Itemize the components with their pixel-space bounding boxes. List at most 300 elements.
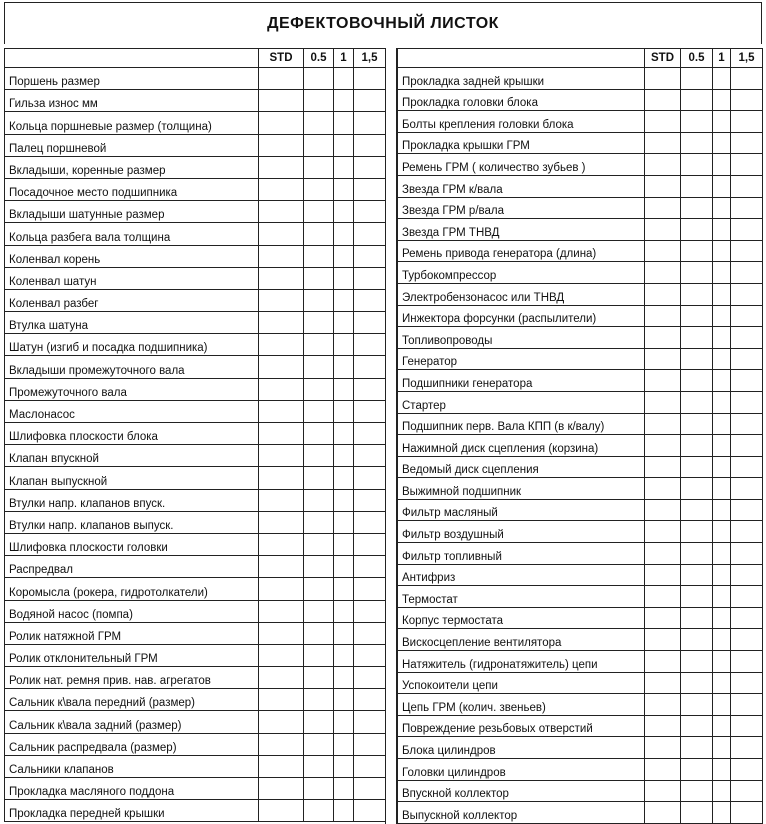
right-cell-std[interactable] — [645, 391, 681, 413]
right-cell-05[interactable] — [681, 370, 713, 392]
right-cell-std[interactable] — [645, 478, 681, 500]
right-cell-std[interactable] — [645, 175, 681, 197]
right-cell-15[interactable] — [731, 586, 763, 608]
right-cell-std[interactable] — [645, 197, 681, 219]
left-cell-std[interactable] — [259, 267, 304, 289]
right-cell-15[interactable] — [731, 219, 763, 241]
left-cell-05[interactable] — [304, 755, 334, 777]
right-cell-1[interactable] — [713, 391, 731, 413]
right-cell-std[interactable] — [645, 586, 681, 608]
right-cell-15[interactable] — [731, 780, 763, 802]
left-cell-std[interactable] — [259, 356, 304, 378]
right-cell-1[interactable] — [713, 672, 731, 694]
left-cell-15[interactable] — [354, 134, 386, 156]
left-cell-1[interactable] — [334, 711, 354, 733]
right-cell-std[interactable] — [645, 651, 681, 673]
left-cell-15[interactable] — [354, 556, 386, 578]
right-cell-05[interactable] — [681, 391, 713, 413]
left-cell-1[interactable] — [334, 312, 354, 334]
left-cell-std[interactable] — [259, 423, 304, 445]
right-cell-std[interactable] — [645, 68, 681, 90]
left-cell-1[interactable] — [334, 511, 354, 533]
right-item-label: Выпускной коллектор — [398, 802, 645, 824]
left-cell-05[interactable] — [304, 223, 334, 245]
right-cell-std[interactable] — [645, 802, 681, 824]
left-cell-05[interactable] — [304, 533, 334, 555]
left-cell-1[interactable] — [334, 600, 354, 622]
left-cell-std[interactable] — [259, 511, 304, 533]
left-cell-std[interactable] — [259, 312, 304, 334]
left-cell-1[interactable] — [334, 134, 354, 156]
left-table-row — [5, 644, 386, 666]
left-cell-05[interactable] — [304, 778, 334, 800]
left-cell-1[interactable] — [334, 156, 354, 178]
right-cell-1[interactable] — [713, 607, 731, 629]
right-item-label: Успокоители цепи — [398, 672, 645, 694]
left-cell-15[interactable] — [354, 356, 386, 378]
right-table-row — [398, 197, 763, 219]
right-cell-std[interactable] — [645, 672, 681, 694]
right-cell-05[interactable] — [681, 802, 713, 824]
right-header-std: STD — [645, 49, 681, 68]
left-cell-1[interactable] — [334, 800, 354, 822]
left-cell-std[interactable] — [259, 178, 304, 200]
right-cell-15[interactable] — [731, 283, 763, 305]
left-cell-1[interactable] — [334, 667, 354, 689]
right-cell-std[interactable] — [645, 132, 681, 154]
right-cell-05[interactable] — [681, 521, 713, 543]
left-cell-05[interactable] — [304, 378, 334, 400]
left-cell-05[interactable] — [304, 356, 334, 378]
left-cell-std[interactable] — [259, 68, 304, 90]
left-cell-05[interactable] — [304, 312, 334, 334]
right-cell-15[interactable] — [731, 564, 763, 586]
left-cell-15[interactable] — [354, 400, 386, 422]
left-cell-1[interactable] — [334, 778, 354, 800]
right-cell-15[interactable] — [731, 651, 763, 673]
left-cell-05[interactable] — [304, 467, 334, 489]
right-cell-05[interactable] — [681, 348, 713, 370]
right-cell-05[interactable] — [681, 586, 713, 608]
right-cell-1[interactable] — [713, 780, 731, 802]
right-cell-05[interactable] — [681, 629, 713, 651]
left-cell-05[interactable] — [304, 578, 334, 600]
left-cell-05[interactable] — [304, 68, 334, 90]
right-cell-1[interactable] — [713, 327, 731, 349]
left-cell-1[interactable] — [334, 90, 354, 112]
left-cell-15[interactable] — [354, 267, 386, 289]
right-cell-15[interactable] — [731, 478, 763, 500]
right-cell-05[interactable] — [681, 737, 713, 759]
right-cell-1[interactable] — [713, 802, 731, 824]
right-cell-15[interactable] — [731, 672, 763, 694]
left-cell-15[interactable] — [354, 423, 386, 445]
left-cell-15[interactable] — [354, 511, 386, 533]
right-header-row — [398, 49, 763, 68]
left-cell-15[interactable] — [354, 378, 386, 400]
left-cell-std[interactable] — [259, 733, 304, 755]
left-cell-15[interactable] — [354, 90, 386, 112]
right-cell-1[interactable] — [713, 564, 731, 586]
right-cell-05[interactable] — [681, 759, 713, 781]
right-cell-1[interactable] — [713, 543, 731, 565]
left-cell-std[interactable] — [259, 289, 304, 311]
left-cell-05[interactable] — [304, 511, 334, 533]
right-cell-std[interactable] — [645, 262, 681, 284]
right-cell-std[interactable] — [645, 348, 681, 370]
left-cell-1[interactable] — [334, 289, 354, 311]
left-cell-std[interactable] — [259, 378, 304, 400]
right-cell-std[interactable] — [645, 759, 681, 781]
left-cell-15[interactable] — [354, 112, 386, 134]
right-cell-std[interactable] — [645, 370, 681, 392]
right-cell-1[interactable] — [713, 694, 731, 716]
left-table-row — [5, 400, 386, 422]
left-cell-15[interactable] — [354, 689, 386, 711]
left-cell-05[interactable] — [304, 622, 334, 644]
right-cell-15[interactable] — [731, 543, 763, 565]
left-cell-15[interactable] — [354, 600, 386, 622]
left-cell-1[interactable] — [334, 644, 354, 666]
left-cell-05[interactable] — [304, 489, 334, 511]
right-cell-05[interactable] — [681, 89, 713, 111]
right-cell-1[interactable] — [713, 283, 731, 305]
right-item-label: Подшипник перв. Вала КПП (в к/валу) — [398, 413, 645, 435]
right-cell-1[interactable] — [713, 154, 731, 176]
right-cell-1[interactable] — [713, 499, 731, 521]
right-cell-05[interactable] — [681, 219, 713, 241]
right-cell-15[interactable] — [731, 197, 763, 219]
right-cell-05[interactable] — [681, 715, 713, 737]
left-cell-1[interactable] — [334, 356, 354, 378]
right-cell-1[interactable] — [713, 305, 731, 327]
right-cell-05[interactable] — [681, 651, 713, 673]
right-cell-05[interactable] — [681, 175, 713, 197]
right-cell-15[interactable] — [731, 499, 763, 521]
left-cell-05[interactable] — [304, 445, 334, 467]
right-cell-05[interactable] — [681, 478, 713, 500]
right-item-label: Турбокомпрессор — [398, 262, 645, 284]
right-cell-05[interactable] — [681, 262, 713, 284]
right-cell-std[interactable] — [645, 629, 681, 651]
right-cell-std[interactable] — [645, 543, 681, 565]
right-cell-15[interactable] — [731, 802, 763, 824]
left-cell-05[interactable] — [304, 644, 334, 666]
left-cell-05[interactable] — [304, 90, 334, 112]
right-cell-1[interactable] — [713, 737, 731, 759]
right-cell-15[interactable] — [731, 759, 763, 781]
left-cell-05[interactable] — [304, 556, 334, 578]
left-cell-15[interactable] — [354, 334, 386, 356]
right-cell-15[interactable] — [731, 262, 763, 284]
left-cell-std[interactable] — [259, 201, 304, 223]
right-cell-1[interactable] — [713, 68, 731, 90]
left-cell-1[interactable] — [334, 334, 354, 356]
right-cell-1[interactable] — [713, 586, 731, 608]
left-cell-1[interactable] — [334, 423, 354, 445]
right-cell-1[interactable] — [713, 435, 731, 457]
left-cell-05[interactable] — [304, 201, 334, 223]
left-cell-std[interactable] — [259, 156, 304, 178]
right-cell-15[interactable] — [731, 435, 763, 457]
left-cell-std[interactable] — [259, 711, 304, 733]
left-cell-std[interactable] — [259, 600, 304, 622]
right-cell-05[interactable] — [681, 499, 713, 521]
left-cell-15[interactable] — [354, 223, 386, 245]
right-cell-05[interactable] — [681, 694, 713, 716]
right-cell-15[interactable] — [731, 521, 763, 543]
right-cell-1[interactable] — [713, 370, 731, 392]
left-cell-1[interactable] — [334, 178, 354, 200]
left-cell-std[interactable] — [259, 689, 304, 711]
right-item-label: Термостат — [398, 586, 645, 608]
left-cell-1[interactable] — [334, 201, 354, 223]
left-cell-05[interactable] — [304, 178, 334, 200]
right-cell-05[interactable] — [681, 197, 713, 219]
right-cell-1[interactable] — [713, 262, 731, 284]
right-cell-05[interactable] — [681, 543, 713, 565]
right-cell-05[interactable] — [681, 456, 713, 478]
left-cell-1[interactable] — [334, 245, 354, 267]
left-cell-std[interactable] — [259, 445, 304, 467]
right-cell-std[interactable] — [645, 607, 681, 629]
left-cell-15[interactable] — [354, 68, 386, 90]
right-cell-1[interactable] — [713, 456, 731, 478]
right-cell-05[interactable] — [681, 132, 713, 154]
right-cell-15[interactable] — [731, 370, 763, 392]
left-cell-05[interactable] — [304, 112, 334, 134]
left-header-row — [5, 49, 386, 68]
right-cell-15[interactable] — [731, 348, 763, 370]
left-cell-std[interactable] — [259, 90, 304, 112]
right-cell-1[interactable] — [713, 413, 731, 435]
right-cell-std[interactable] — [645, 89, 681, 111]
left-cell-05[interactable] — [304, 800, 334, 822]
left-cell-std[interactable] — [259, 644, 304, 666]
left-cell-15[interactable] — [354, 644, 386, 666]
right-cell-std[interactable] — [645, 413, 681, 435]
right-cell-15[interactable] — [731, 154, 763, 176]
left-cell-std[interactable] — [259, 556, 304, 578]
left-cell-std[interactable] — [259, 533, 304, 555]
left-cell-15[interactable] — [354, 778, 386, 800]
right-cell-05[interactable] — [681, 327, 713, 349]
right-table-row — [398, 175, 763, 197]
left-cell-std[interactable] — [259, 622, 304, 644]
right-cell-std[interactable] — [645, 694, 681, 716]
left-cell-1[interactable] — [334, 68, 354, 90]
right-cell-std[interactable] — [645, 499, 681, 521]
left-cell-1[interactable] — [334, 267, 354, 289]
right-cell-05[interactable] — [681, 305, 713, 327]
left-item-label: Коленвал шатун — [5, 267, 259, 289]
left-cell-05[interactable] — [304, 423, 334, 445]
right-cell-1[interactable] — [713, 219, 731, 241]
left-cell-1[interactable] — [334, 112, 354, 134]
left-cell-15[interactable] — [354, 445, 386, 467]
right-cell-std[interactable] — [645, 564, 681, 586]
left-item-label: Сальник к\вала передний (размер) — [5, 689, 259, 711]
right-cell-std[interactable] — [645, 435, 681, 457]
left-cell-15[interactable] — [354, 667, 386, 689]
left-cell-15[interactable] — [354, 312, 386, 334]
left-cell-15[interactable] — [354, 622, 386, 644]
left-cell-15[interactable] — [354, 156, 386, 178]
right-cell-1[interactable] — [713, 197, 731, 219]
right-cell-05[interactable] — [681, 68, 713, 90]
left-cell-1[interactable] — [334, 755, 354, 777]
right-cell-std[interactable] — [645, 111, 681, 133]
right-cell-std[interactable] — [645, 780, 681, 802]
right-cell-1[interactable] — [713, 240, 731, 262]
right-cell-15[interactable] — [731, 413, 763, 435]
left-cell-std[interactable] — [259, 467, 304, 489]
right-cell-std[interactable] — [645, 737, 681, 759]
left-cell-05[interactable] — [304, 400, 334, 422]
right-cell-std[interactable] — [645, 154, 681, 176]
right-cell-std[interactable] — [645, 305, 681, 327]
right-cell-1[interactable] — [713, 175, 731, 197]
left-cell-1[interactable] — [334, 378, 354, 400]
left-cell-1[interactable] — [334, 533, 354, 555]
right-cell-15[interactable] — [731, 715, 763, 737]
left-cell-15[interactable] — [354, 578, 386, 600]
right-cell-std[interactable] — [645, 456, 681, 478]
left-cell-05[interactable] — [304, 711, 334, 733]
right-cell-05[interactable] — [681, 111, 713, 133]
right-cell-15[interactable] — [731, 629, 763, 651]
left-cell-std[interactable] — [259, 755, 304, 777]
right-cell-std[interactable] — [645, 240, 681, 262]
right-table-row — [398, 694, 763, 716]
left-cell-05[interactable] — [304, 689, 334, 711]
right-cell-std[interactable] — [645, 283, 681, 305]
left-cell-1[interactable] — [334, 556, 354, 578]
left-cell-05[interactable] — [304, 134, 334, 156]
left-cell-15[interactable] — [354, 178, 386, 200]
left-cell-15[interactable] — [354, 289, 386, 311]
right-cell-std[interactable] — [645, 219, 681, 241]
right-cell-15[interactable] — [731, 175, 763, 197]
right-cell-std[interactable] — [645, 327, 681, 349]
right-cell-15[interactable] — [731, 456, 763, 478]
right-cell-1[interactable] — [713, 89, 731, 111]
left-cell-15[interactable] — [354, 733, 386, 755]
left-cell-05[interactable] — [304, 733, 334, 755]
right-cell-1[interactable] — [713, 629, 731, 651]
right-cell-1[interactable] — [713, 111, 731, 133]
left-cell-std[interactable] — [259, 800, 304, 822]
left-cell-15[interactable] — [354, 245, 386, 267]
left-table-row — [5, 423, 386, 445]
right-cell-05[interactable] — [681, 672, 713, 694]
right-cell-15[interactable] — [731, 737, 763, 759]
left-cell-1[interactable] — [334, 467, 354, 489]
left-cell-15[interactable] — [354, 711, 386, 733]
right-cell-std[interactable] — [645, 521, 681, 543]
right-cell-1[interactable] — [713, 348, 731, 370]
left-cell-15[interactable] — [354, 201, 386, 223]
right-table-row — [398, 629, 763, 651]
left-cell-05[interactable] — [304, 667, 334, 689]
left-cell-05[interactable] — [304, 289, 334, 311]
right-cell-1[interactable] — [713, 715, 731, 737]
left-cell-15[interactable] — [354, 489, 386, 511]
left-cell-1[interactable] — [334, 400, 354, 422]
left-cell-std[interactable] — [259, 400, 304, 422]
left-cell-1[interactable] — [334, 689, 354, 711]
right-cell-05[interactable] — [681, 780, 713, 802]
right-cell-15[interactable] — [731, 89, 763, 111]
left-cell-1[interactable] — [334, 223, 354, 245]
left-cell-std[interactable] — [259, 489, 304, 511]
right-cell-15[interactable] — [731, 607, 763, 629]
right-cell-05[interactable] — [681, 240, 713, 262]
left-table-row — [5, 445, 386, 467]
left-cell-1[interactable] — [334, 489, 354, 511]
right-cell-1[interactable] — [713, 132, 731, 154]
right-cell-05[interactable] — [681, 154, 713, 176]
right-cell-15[interactable] — [731, 327, 763, 349]
left-cell-std[interactable] — [259, 334, 304, 356]
left-cell-05[interactable] — [304, 267, 334, 289]
left-cell-std[interactable] — [259, 578, 304, 600]
left-cell-std[interactable] — [259, 778, 304, 800]
left-cell-05[interactable] — [304, 245, 334, 267]
left-table-row — [5, 289, 386, 311]
left-cell-std[interactable] — [259, 245, 304, 267]
left-cell-15[interactable] — [354, 755, 386, 777]
right-table-row — [398, 348, 763, 370]
left-cell-1[interactable] — [334, 445, 354, 467]
right-cell-15[interactable] — [731, 305, 763, 327]
left-cell-1[interactable] — [334, 622, 354, 644]
right-table-row — [398, 737, 763, 759]
right-cell-15[interactable] — [731, 391, 763, 413]
right-cell-15[interactable] — [731, 68, 763, 90]
right-cell-1[interactable] — [713, 478, 731, 500]
right-cell-15[interactable] — [731, 132, 763, 154]
right-cell-15[interactable] — [731, 694, 763, 716]
left-cell-std[interactable] — [259, 134, 304, 156]
right-cell-1[interactable] — [713, 759, 731, 781]
right-cell-05[interactable] — [681, 564, 713, 586]
left-cell-05[interactable] — [304, 156, 334, 178]
left-item-label: Коленвал разбег — [5, 289, 259, 311]
right-cell-05[interactable] — [681, 283, 713, 305]
left-cell-std[interactable] — [259, 223, 304, 245]
left-cell-15[interactable] — [354, 533, 386, 555]
left-cell-1[interactable] — [334, 733, 354, 755]
right-item-label: Звезда ГРМ ТНВД — [398, 219, 645, 241]
right-cell-std[interactable] — [645, 715, 681, 737]
left-cell-1[interactable] — [334, 578, 354, 600]
right-table-row — [398, 154, 763, 176]
right-cell-1[interactable] — [713, 651, 731, 673]
left-cell-15[interactable] — [354, 467, 386, 489]
right-cell-05[interactable] — [681, 413, 713, 435]
left-cell-std[interactable] — [259, 112, 304, 134]
right-cell-15[interactable] — [731, 111, 763, 133]
right-cell-1[interactable] — [713, 521, 731, 543]
left-cell-15[interactable] — [354, 800, 386, 822]
right-cell-05[interactable] — [681, 435, 713, 457]
left-cell-std[interactable] — [259, 667, 304, 689]
right-cell-05[interactable] — [681, 607, 713, 629]
left-cell-05[interactable] — [304, 600, 334, 622]
left-cell-05[interactable] — [304, 334, 334, 356]
right-cell-15[interactable] — [731, 240, 763, 262]
